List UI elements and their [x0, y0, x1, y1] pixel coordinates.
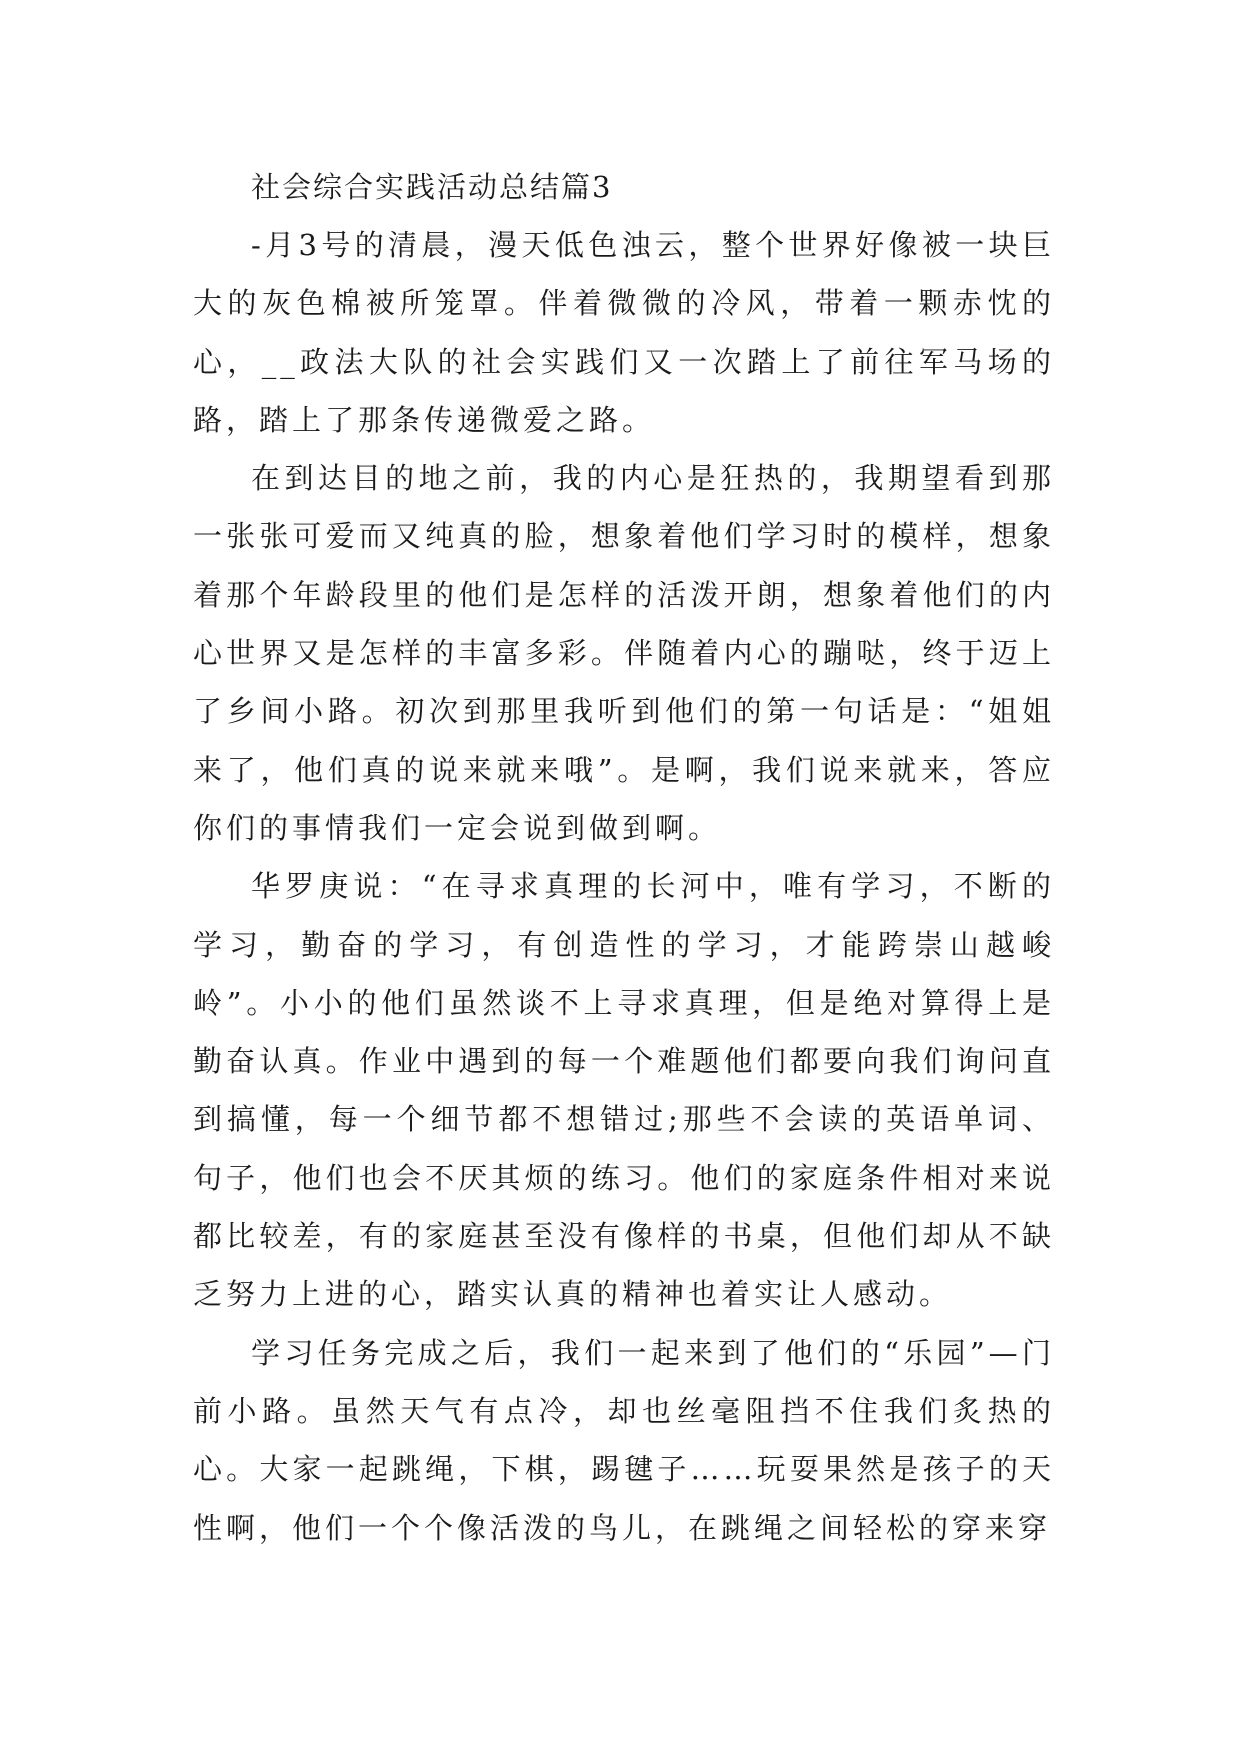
paragraph-4: 学习任务完成之后，我们一起来到了他们的“乐园”—门前小路。虽然天气有点冷，却也丝毫阻挡不住我们炙热的心。大家一起跳绳，下棋，踢毽子……玩耍果然是孩子的天性啊，他们一个个像活泼的鸟儿，在跳绳之间轻松的穿来穿 [193, 1335, 1055, 1545]
paragraph-3: 华罗庚说：“在寻求真理的长河中，唯有学习，不断的学习，勤奋的学习，有创造性的学习，才能跨崇山越峻岭”。小小的他们虽然谈不上寻求真理，但是绝对算得上是勤奋认真。作业中遇到的每一个难题他们都要向我们询问直到搞懂，每一个细节都不想错过;那些不会读的英语单词、句子，他们也会不厌其烦的练习。他们的家庭条件相对来说都比较差，有的家庭甚至没有像样的书桌，但他们却从不缺乏努力上进的心，踏实认真的精神也着实让人感动。 [193, 869, 1055, 1312]
paragraph-1: -月3号的清晨，漫天低色浊云，整个世界好像被一块巨大的灰色棉被所笼罩。伴着微微的冷风，带着一颗赤忱的心，__政法大队的社会实践们又一次踏上了前往军马场的路，踏上了那条传递微爱之路。 [193, 228, 1055, 437]
document-page [193, 158, 1055, 1557]
document-title: 社会综合实践活动总结篇3 [251, 170, 613, 204]
paragraph-2: 在到达目的地之前，我的内心是狂热的，我期望看到那一张张可爱而又纯真的脸，想象着他们学习时的模样，想象着那个年龄段里的他们是怎样的活泼开朗，想象着他们的内心世界又是怎样的丰富多彩。伴随着内心的蹦哒，终于迈上了乡间小路。初次到那里我听到他们的第一句话是：“姐姐来了，他们真的说来就来哦”。是啊，我们说来就来，答应你们的事情我们一定会说到做到啊。 [193, 461, 1055, 845]
